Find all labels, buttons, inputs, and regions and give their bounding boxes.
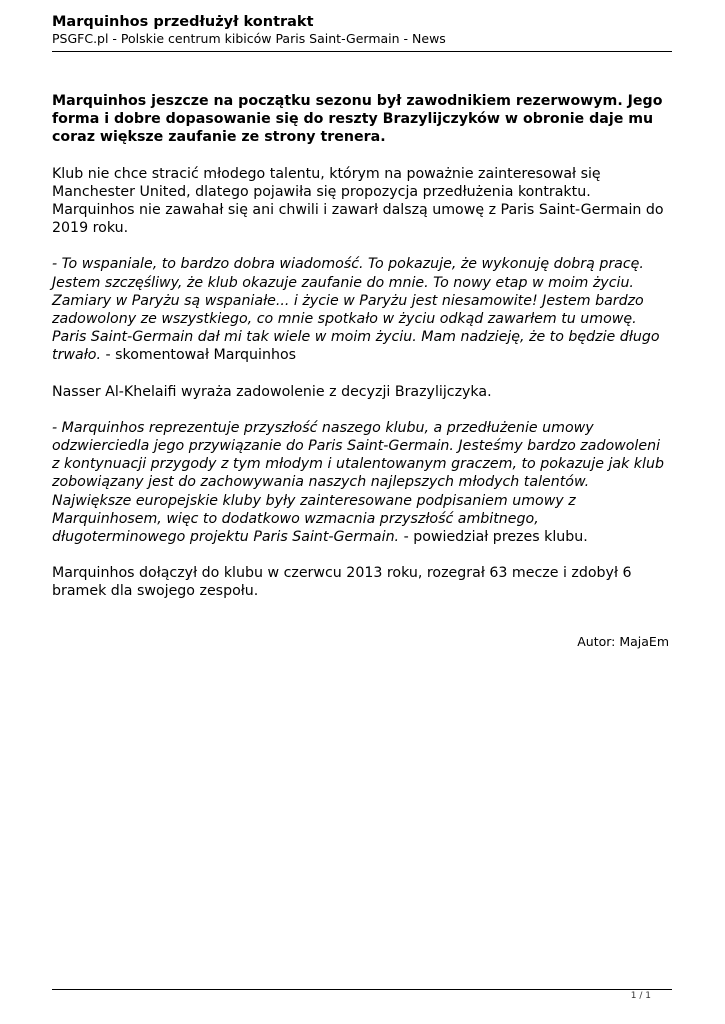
article-paragraph-3: Marquinhos dołączył do klubu w czerwcu 2013 roku, rozegrał 63 mecze i zdobył 6 bramek dla swojego zespołu. (52, 565, 632, 600)
president-quote: - Marquinhos reprezentuje przyszłość naszego klubu, a przedłużenie umowy odzwierciedla jego przywiązanie do Paris Saint-Germain. Jesteśmy bardzo zadowoleni z kontynuacji przygody z tym młodym i utalentowanym graczem, to pokazuje jak klub zobowiązany jest do zachowywania naszych najlepszych młodych talentów. Największe europejskie kluby były zainteresowane podpisaniem umowy z Marquinhosem, więc to dodatkowo wzmacnia przyszłość ambitnego, długoterminowego projektu Paris Saint-Germain. (52, 419, 664, 546)
quote-attribution-1: - skomentował Marquinhos (100, 347, 297, 364)
quote-paragraph-2 (52, 419, 670, 546)
header-divider (52, 51, 672, 52)
quote-paragraph-1 (52, 255, 670, 364)
quote-attribution-2: - powiedział prezes klubu. (399, 529, 588, 546)
footer-divider (52, 989, 672, 990)
article-author: Autor: MajaEm (577, 634, 669, 649)
article-lead: Marquinhos jeszcze na początku sezonu był zawodnikiem rezerwowym. Jego forma i dobre dopasowanie się do reszty Brazylijczyków w obronie daje mu coraz większe zaufanie ze strony trenera. (52, 93, 663, 146)
article-body (52, 92, 670, 619)
site-subtitle: PSGFC.pl - Polskie centrum kibiców Paris Saint-Germain - News (52, 31, 446, 46)
article-paragraph-2: Nasser Al-Khelaifi wyraża zadowolenie z decyzji Brazylijczyka. (52, 383, 492, 400)
page-number: 1 / 1 (630, 991, 651, 1001)
article-title: Marquinhos przedłużył kontrakt (52, 14, 314, 30)
article-paragraph-1: Klub nie chce stracić młodego talentu, którym na poważnie zainteresował się Manchester United, dlatego pojawiła się propozycja przedłużenia kontraktu. Marquinhos nie zawahał się ani chwili i zawarł dalszą umowę z Paris Saint-Germain do 2019 roku. (52, 165, 664, 237)
player-quote: - To wspaniale, to bardzo dobra wiadomość. To pokazuje, że wykonuję dobrą pracę. Jestem szczęśliwy, że klub okazuje zaufanie do mnie. To nowy etap w moim życiu. Zamiary w Paryżu są wspaniałe... i życie w Paryżu jest niesamowite! Jestem bardzo zadowolony ze wszystkiego, co mnie spotkało w życiu odkąd zawarłem tu umowę. Paris Saint-Germain dał mi tak wiele w moim życiu. Mam nadzieję, że to będzie długo trwało. (52, 256, 660, 364)
document-header (52, 14, 672, 47)
